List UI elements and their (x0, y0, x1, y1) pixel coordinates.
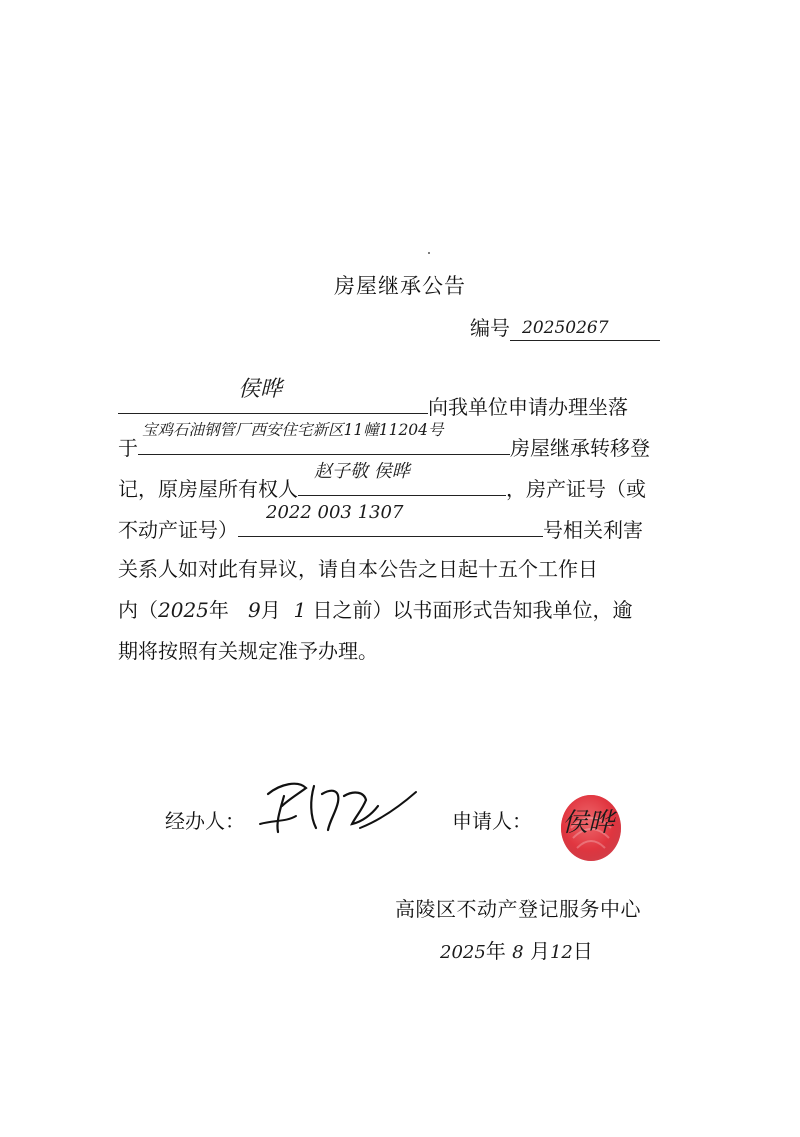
deadline-month: 9 (247, 598, 261, 622)
body-text-3a: 记，原房屋所有权人 (118, 477, 298, 501)
body-line-5: 关系人如对此有异议，请自本公告之日起十五个工作日 (118, 557, 598, 581)
body-text-2a: 于 (118, 436, 138, 460)
organization-name: 高陵区不动产登记服务中心 (395, 897, 641, 921)
month-unit: 月 (260, 598, 281, 622)
stray-mark (428, 252, 430, 254)
body-text-6a: 内（ (118, 598, 158, 622)
certificate-number: 2022 003 1307 (266, 502, 404, 523)
body-text-4a: 不动产证号） (118, 518, 238, 542)
body-text-4b: 号相关利害 (543, 518, 643, 542)
body-text-3b: ，房产证号（或 (506, 477, 646, 501)
applicant-name: 侯晔 (238, 377, 283, 402)
applicant-label: 申请人： (452, 809, 532, 833)
property-location: 宝鸡石油钢管厂西安住宅新区11幢11204号 (142, 421, 444, 439)
notice-number (470, 312, 660, 341)
body-line-4 (118, 502, 688, 549)
notice-number-blank (510, 318, 660, 341)
notice-title: 房屋继承公告 (334, 274, 466, 298)
notice-number-value: 20250267 (522, 318, 609, 338)
body-text-1: 向我单位申请办理坐落 (428, 395, 628, 419)
handler-signature (240, 770, 420, 840)
deadline-year: 2025 (158, 598, 209, 622)
date-year-unit: 年 (485, 939, 506, 963)
date-day: 12 (549, 942, 573, 963)
body-text-2b: 房屋继承转移登 (510, 436, 650, 460)
deadline-day: 1 (293, 598, 307, 622)
body-line-7: 期将按照有关规定准予办理。 (118, 639, 378, 663)
original-owners: 赵子敬 侯晔 (314, 461, 410, 482)
certificate-blank (238, 502, 543, 537)
notice-date (440, 935, 593, 964)
date-month-unit: 月 (529, 939, 550, 963)
notice-body (118, 377, 688, 672)
handler-label: 经办人： (165, 809, 245, 833)
date-day-unit: 日 (572, 939, 593, 963)
body-line-6 (118, 590, 688, 631)
notice-number-label: 编号 (470, 316, 510, 340)
date-year: 2025 (440, 942, 486, 963)
body-text-6b: 日之前）以书面形式告知我单位，逾 (312, 598, 633, 622)
year-unit: 年 (208, 598, 229, 622)
date-month: 8 (512, 942, 524, 963)
applicant-signature: 侯晔 (562, 808, 615, 838)
